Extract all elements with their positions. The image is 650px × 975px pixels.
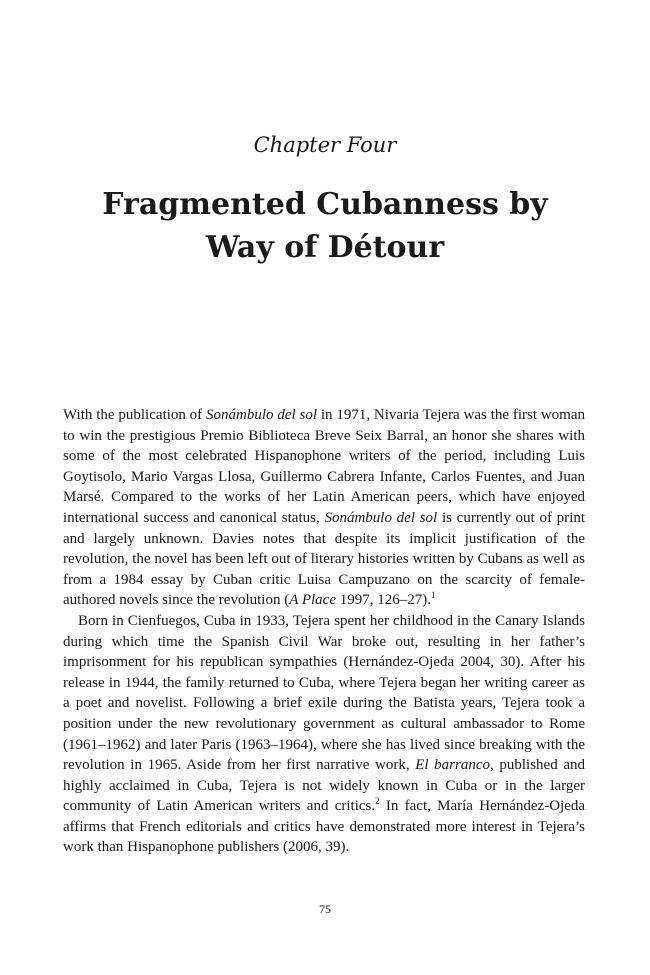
chapter-label: Chapter Four [253, 133, 397, 157]
text-run: In fact, María Hernández-Ojeda affirms that French editorials and critics have demonstrated more interest in Tejera’s work than Hispanophone publishers (2006, 39). [63, 798, 586, 856]
italic-title: Sonámbulo del sol [324, 509, 438, 526]
text-run: , published and highly acclaimed in Cuba, Tejera is not widely known in Cuba or in the larger community of Latin American writers and critics. [63, 757, 585, 815]
text-run: 1997, 126–27). [335, 592, 431, 609]
body-text [63, 405, 585, 858]
paragraph-2 [63, 611, 585, 858]
note-reference[interactable]: 1 [430, 590, 436, 601]
text-run: is currently out of print and largely unknown. Davies notes that despite its implicit justification of the revolution, the novel has been left out of literary histories written by Cubans as well as from a 1984 essay by Cuban critic Luisa Campuzano on the scarcity of female-authored novels since the revolution ( [63, 509, 585, 609]
note-reference[interactable]: 2 [375, 796, 380, 807]
text-run: in 1971, Nivaria Tejera was the first woman to win the prestigious Premio Biblioteca Breve Seix Barral, an honor she shares with some of the most celebrated Hispanophone writers of the period, including Luis Goytisolo, Mario Vargas Llosa, Guillermo Cabrera Infante, Carlos Fuentes, and Juan Marsé. Compared to the works of her Latin American peers, which have enjoyed international success and canonical status, [63, 407, 585, 526]
text-run: With the publication of [63, 407, 207, 423]
italic-title: El barranco [415, 757, 490, 774]
italic-title: A Place [289, 592, 336, 609]
italic-title: Sonámbulo del sol [206, 407, 318, 423]
chapter-title: Fragmented Cubanness by Way of Détour [102, 187, 548, 265]
page-number: 75 [319, 902, 331, 916]
paragraph-1 [63, 405, 585, 611]
text-run: Born in Cienfuegos, Cuba in 1933, Tejera spent her childhood in the Canary Islands during which time the Spanish Civil War broke out, resulting in her father’s imprisonment for his republican sympathies (Hernández-Ojeda 2004, 30). After his release in 1944, the family returned to Cuba, where Tejera began her writing career as a poet and novelist. Following a brief exile during the Batista years, Tejera took a position under the new revolutionary government as cultural ambassador to Rome (1961–1962) and later Paris (1963–1964), where she has lived since breaking with the revolution in 1965. Aside from her first narrative work, [63, 612, 585, 774]
